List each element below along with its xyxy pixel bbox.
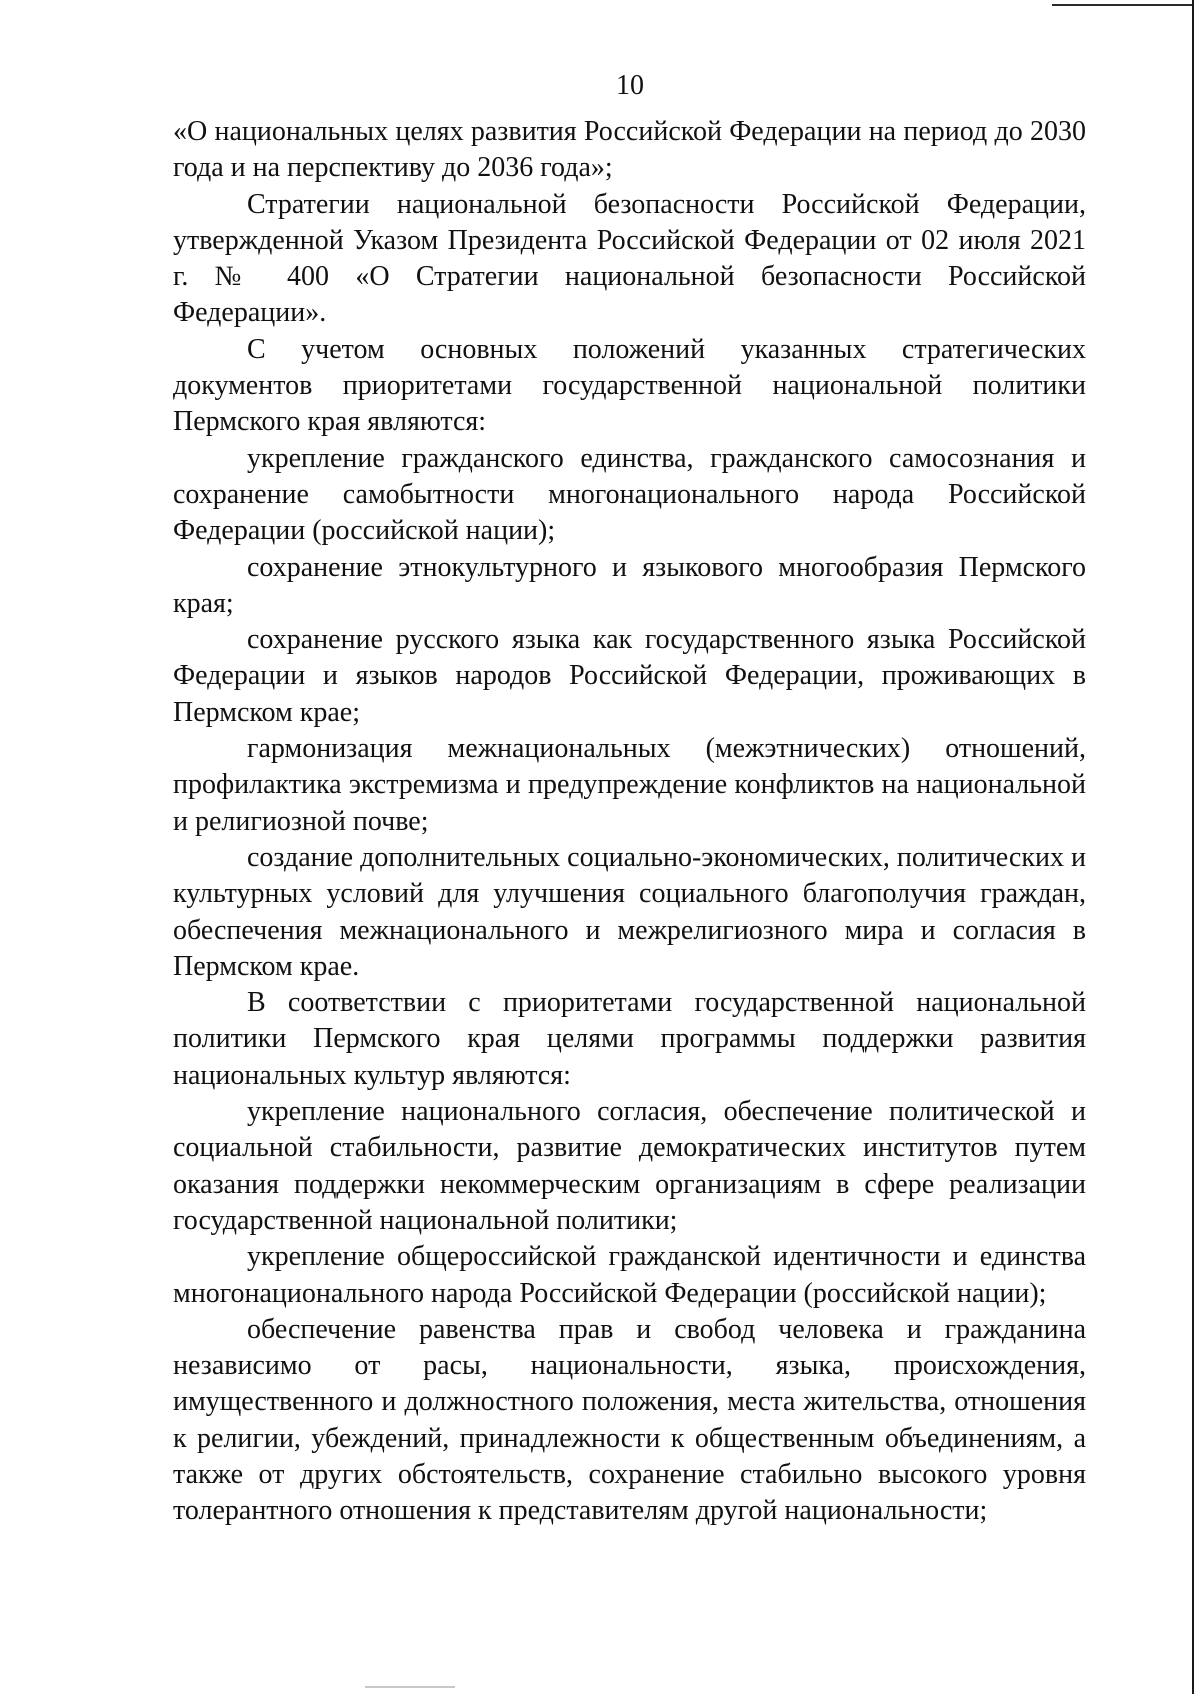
paragraph-decree-title-continuation: «О национальных целях развития Российской Федерации на период до 2030 года и на перспективу до 2036 года»; <box>173 116 1086 184</box>
paragraph-goals-intro: В соответствии с приоритетами государственной национальной политики Пермского края целями программы поддержки развития национальных культур являются: <box>173 987 1086 1091</box>
paragraph-goal-national-accord: укрепление национального согласия, обеспечение политической и социальной стабильности, развитие демократических институтов путем оказания поддержки некоммерческим организациям в сфере реализации государственной национальной политики; <box>173 1096 1086 1236</box>
page-number: 10 <box>616 70 644 101</box>
paragraph-priority-civic-unity: укрепление гражданского единства, гражданского самосознания и сохранение самобытности многонационального народа Российской Федерации (российской нации); <box>173 442 1086 547</box>
scan-artifact <box>365 1686 455 1688</box>
paragraph-priority-russian-language: сохранение русского языка как государственного языка Российской Федерации и языков народов Российской Федерации, проживающих в Пермском крае; <box>173 624 1086 728</box>
paragraph-priority-social-conditions: создание дополнительных социально-экономических, политических и культурных условий для улучшения социального благополучия граждан, обеспечения межнационального и межрелигиозного мира и согласия в Пермском крае. <box>173 841 1086 982</box>
paragraph-goal-equal-rights: обеспечение равенства прав и свобод человека и гражданина независимо от расы, национальности, языка, происхождения, имущественного и должностного положения, места жительства, отношения к религии, убеждений, принадлежности к общественным объединениям, а также от других обстоятельств, сохранение стабильно высокого уровня толерантного отношения к представителям другой национальности; <box>173 1313 1086 1527</box>
paragraph-priority-ethnocultural-diversity: сохранение этнокультурного и языкового многообразия Пермского края; <box>173 551 1086 619</box>
paragraph-national-security-strategy: Стратегии национальной безопасности Российской Федерации, утвержденной Указом Президента Российской Федерации от 02 июля 2021 г. № 400 «О Стратегии национальной безопасности Российской Федерации». <box>173 188 1086 329</box>
document-body <box>173 114 1086 1530</box>
paragraph-goal-civic-identity: укрепление общероссийской гражданской идентичности и единства многонационального народа Российской Федерации (российской нации); <box>173 1241 1086 1309</box>
scan-edge-right <box>1192 0 1194 1694</box>
paragraph-priority-interethnic-harmony: гармонизация межнациональных (межэтнических) отношений, профилактика экстремизма и предупреждение конфликтов на национальной и религиозной почве; <box>173 733 1086 837</box>
scan-edge-top <box>1052 4 1192 6</box>
paragraph-priorities-intro: С учетом основных положений указанных стратегических документов приоритетами государственной национальной политики Пермского края являются: <box>173 333 1086 438</box>
